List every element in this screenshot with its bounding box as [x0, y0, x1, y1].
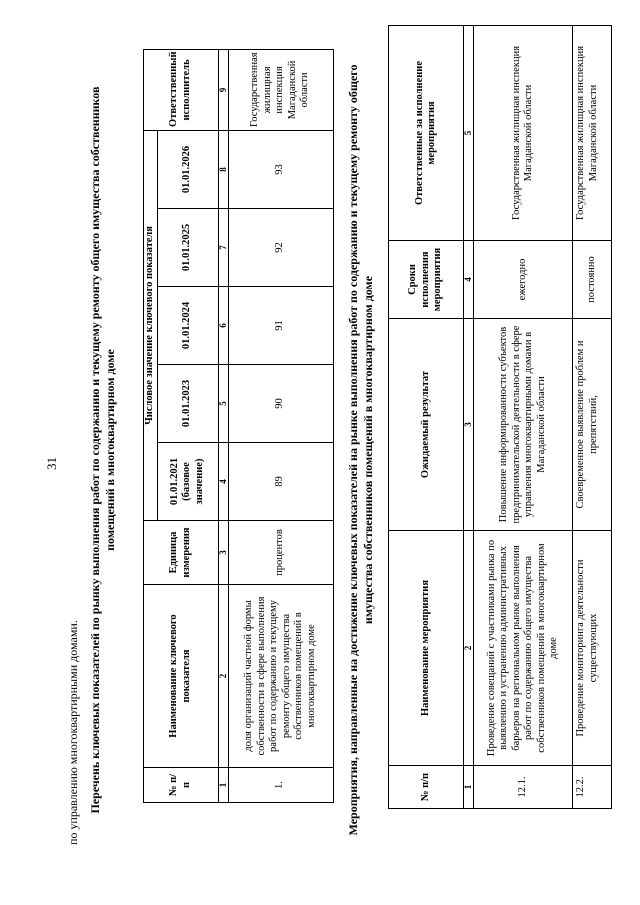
t1-header-2021: 01.01.2021 (базовое значение)	[157, 443, 218, 521]
t2-header-name: Наименование мероприятия	[389, 531, 464, 766]
t2-row-num: 12.2.	[573, 766, 612, 809]
table2-index-row	[464, 26, 474, 809]
t1-row-unit: процентов	[228, 521, 333, 585]
table-row	[228, 49, 333, 802]
t2-row-exec: Государственная жилищная инспекция Магаданской области	[474, 26, 573, 241]
t2-index: 1	[464, 766, 474, 809]
t2-row-result: Своевременное выявление проблем и препятствий,	[573, 319, 612, 531]
t2-row-name: Проведение мониторинга деятельности существующих	[573, 531, 612, 766]
table2-title: Мероприятия, направленные на достижение ключевых показателей на рынке выполнения работ по содержанию и текущему ремонту общего имущества собственников помещений в многоквартирном доме	[346, 64, 375, 836]
t1-header-num: № п/п	[144, 768, 219, 803]
table1-title: Перечень ключевых показателей по рынку выполнения работ по содержанию и текущему ремонту общего имущества собственников помещений в многоквартирном доме	[88, 86, 117, 814]
table1-index-row	[218, 49, 228, 802]
t1-index: 5	[218, 365, 228, 443]
t1-row-v2024: 91	[228, 287, 333, 365]
t2-row-name: Проведение совещаний с участниками рынка по выявлению и устранению административных барьеров на региональном рынке выполнения работ по содержанию общего имущества собственников помещений в многоквартирном доме	[474, 531, 573, 766]
t1-row-name: доля организаций частной формы собственности в сфере выполнения работ по содержанию и текущему ремонту общего имущества собственников помещений в многоквартирном доме	[228, 585, 333, 768]
t1-index: 3	[218, 521, 228, 585]
t1-row-v2026: 93	[228, 130, 333, 208]
t1-row-num: 1.	[228, 768, 333, 803]
t2-index: 4	[464, 241, 474, 319]
t2-header-exec: Ответственные за исполнение мероприятия	[389, 26, 464, 241]
t1-header-2024: 01.01.2024	[157, 287, 218, 365]
t1-index: 2	[218, 585, 228, 768]
t2-header-result: Ожидаемый результат	[389, 319, 464, 531]
t2-header-num: № п/п	[389, 766, 464, 809]
t1-index: 8	[218, 130, 228, 208]
table-row	[573, 26, 612, 809]
t1-header-2025: 01.01.2025	[157, 209, 218, 287]
measures-table	[388, 25, 612, 809]
table1-header-row	[144, 49, 158, 802]
t1-row-v2025: 92	[228, 209, 333, 287]
t1-header-name: Наименование ключевого показателя	[144, 585, 219, 768]
t2-row-term: ежегодно	[474, 241, 573, 319]
t1-index: 1	[218, 768, 228, 803]
t1-row-v2021: 89	[228, 443, 333, 521]
t2-row-result: Повышение информированности субъектов предпринимательской деятельности в сфере управления многоквартирными домами в Магаданской области	[474, 319, 573, 531]
t2-index: 2	[464, 531, 474, 766]
t1-header-2026: 01.01.2026	[157, 130, 218, 208]
intro-text: по управлению многоквартирными домами.	[66, 620, 80, 845]
t1-header-2023: 01.01.2023	[157, 365, 218, 443]
t2-row-num: 12.1.	[474, 766, 573, 809]
t1-index: 6	[218, 287, 228, 365]
t2-row-exec: Государственная жилищная инспекция Магаданской области	[573, 26, 612, 241]
t1-row-v2023: 90	[228, 365, 333, 443]
t1-row-exec: Государственная жилищная инспекция Магаданской области	[228, 49, 333, 130]
t1-index: 4	[218, 443, 228, 521]
table2-header-row	[389, 26, 464, 809]
t2-row-term: постоянно	[573, 241, 612, 319]
page-number: 31	[44, 457, 59, 470]
t2-header-term: Сроки исполнения мероприятия	[389, 241, 464, 319]
t1-index: 7	[218, 209, 228, 287]
table-row	[474, 26, 573, 809]
t1-header-exec: Ответственный исполнитель	[144, 49, 219, 130]
t2-index: 3	[464, 319, 474, 531]
t1-header-group: Числовое значение ключевого показателя	[144, 130, 158, 520]
t1-header-unit: Единица измерения	[144, 521, 219, 585]
t1-index: 9	[218, 49, 228, 130]
t2-index: 5	[464, 26, 474, 241]
key-indicators-table	[143, 49, 334, 803]
